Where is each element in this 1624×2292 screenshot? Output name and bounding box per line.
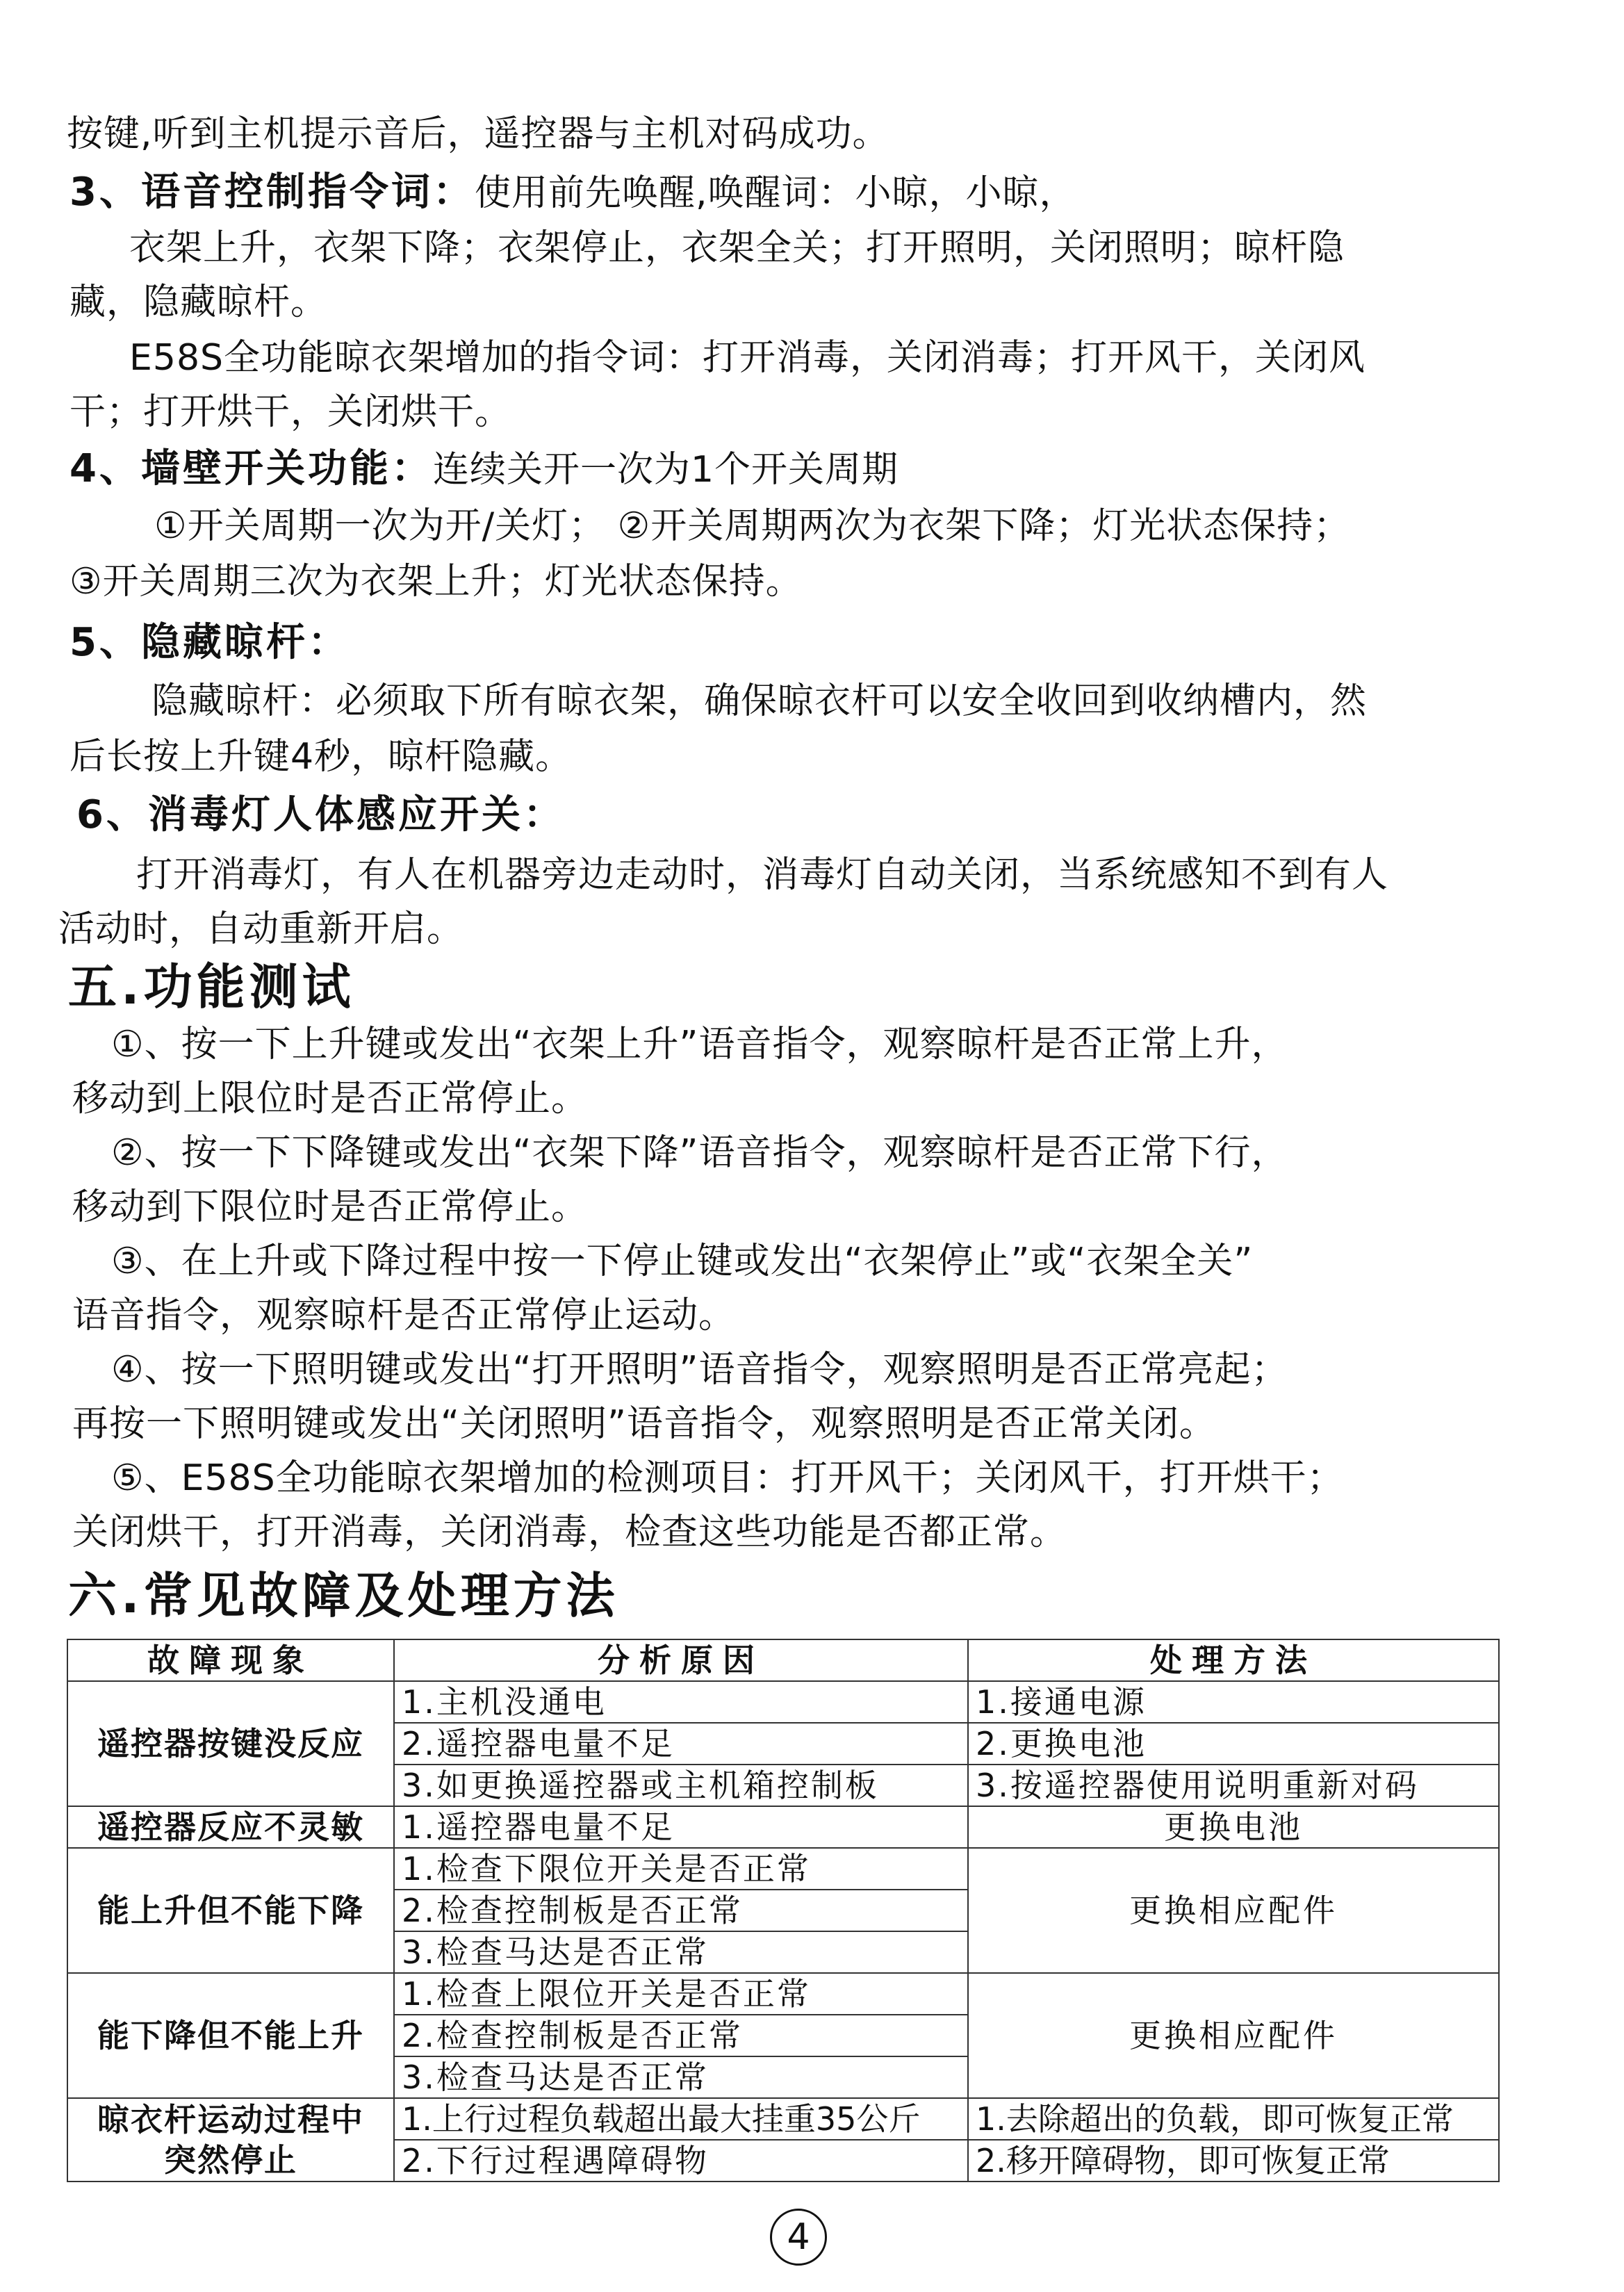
solution-cell: 2.移开障碍物，即可恢复正常 xyxy=(968,2140,1499,2182)
text-line: 移动到下限位时是否正常停止。 xyxy=(72,1186,589,1228)
text-line: 按键,听到主机提示音后，遥控器与主机对码成功。 xyxy=(67,113,889,155)
chapter-6-heading: 六.常见故障及处理方法 xyxy=(68,1567,619,1624)
solution-cell: 更换电池 xyxy=(968,1806,1499,1848)
chapter-5-heading: 五.功能测试 xyxy=(68,958,355,1015)
cause-cell: 2.下行过程遇障碍物 xyxy=(394,2140,968,2182)
text-line: 移动到上限位时是否正常停止。 xyxy=(72,1078,589,1120)
cause-cell: 3.检查马达是否正常 xyxy=(394,2056,968,2098)
section-4-title: 4、墙壁开关功能： xyxy=(69,446,433,491)
symptom-cell: 遥控器按键没反应 xyxy=(67,1681,394,1806)
text-line: ①开关周期一次为开/关灯； ②开关周期两次为衣架下降；灯光状态保持； xyxy=(154,505,1351,547)
section-3-heading xyxy=(69,170,1076,216)
cause-cell: 2.遥控器电量不足 xyxy=(394,1723,968,1765)
symptom-cell: 遥控器反应不灵敏 xyxy=(67,1806,394,1848)
section-5-heading xyxy=(69,620,350,666)
symptom-line: 晾衣杆运动过程中 xyxy=(97,2101,364,2138)
text-line: 关闭烘干，打开消毒，关闭消毒，检查这些功能是否都正常。 xyxy=(72,1512,1067,1553)
section-3-intro: 使用前先唤醒,唤醒词：小晾，小晾， xyxy=(474,172,1076,214)
section-5-title: 5、隐藏晾杆： xyxy=(69,620,350,665)
page-number: 4 xyxy=(770,2209,827,2266)
text-line: 活动时，自动重新开启。 xyxy=(58,908,464,950)
section-4-heading xyxy=(69,446,899,493)
cause-cell: 1.上行过程负载超出最大挂重35公斤 xyxy=(394,2098,968,2140)
cause-cell: 2.检查控制板是否正常 xyxy=(394,2015,968,2056)
solution-cell: 1.接通电源 xyxy=(968,1681,1499,1723)
solution-cell: 3.按遥控器使用说明重新对码 xyxy=(968,1765,1499,1806)
text-line: 打开消毒灯，有人在机器旁边走动时，消毒灯自动关闭，当系统感知不到有人 xyxy=(136,854,1389,896)
text-line: ③开关周期三次为衣架上升；灯光状态保持。 xyxy=(69,561,803,603)
text-line: ②、按一下下降键或发出“衣架下降”语音指令，观察晾杆是否正常下行， xyxy=(111,1132,1288,1174)
header-cause: 分析原因 xyxy=(394,1639,968,1681)
table-row xyxy=(67,1848,1499,1890)
text-line: ④、按一下照明键或发出“打开照明”语音指令，观察照明是否正常亮起； xyxy=(111,1349,1288,1391)
text-line: ①、按一下上升键或发出“衣架上升”语音指令，观察晾杆是否正常上升， xyxy=(111,1024,1288,1065)
table-row xyxy=(67,1681,1499,1723)
table-header-row xyxy=(67,1639,1499,1681)
section-4-intro: 连续关开一次为1个开关周期 xyxy=(432,449,899,491)
table-row xyxy=(67,1806,1499,1848)
section-6-title: 6、消毒灯人体感应开关： xyxy=(76,792,565,837)
cause-cell: 2.检查控制板是否正常 xyxy=(394,1890,968,1931)
solution-cell: 2.更换电池 xyxy=(968,1723,1499,1765)
cause-cell: 1.检查上限位开关是否正常 xyxy=(394,1973,968,2015)
section-3-title: 3、语音控制指令词： xyxy=(69,170,475,215)
cause-cell: 3.如更换遥控器或主机箱控制板 xyxy=(394,1765,968,1806)
cause-cell: 1.主机没通电 xyxy=(394,1681,968,1723)
symptom-cell: 能上升但不能下降 xyxy=(67,1848,394,1973)
section-6-heading xyxy=(76,792,565,839)
text-line: E58S全功能晾衣架增加的指令词：打开消毒，关闭消毒；打开风干，关闭风 xyxy=(129,337,1366,379)
table-row xyxy=(67,1973,1499,2015)
text-line: ③、在上升或下降过程中按一下停止键或发出“衣架停止”或“衣架全关” xyxy=(111,1241,1254,1282)
text-line: ⑤、E58S全功能晾衣架增加的检测项目：打开风干；关闭风干，打开烘干； xyxy=(111,1457,1344,1499)
text-line: 后长按上升键4秒，晾杆隐藏。 xyxy=(69,736,573,778)
solution-cell: 1.去除超出的负载，即可恢复正常 xyxy=(968,2098,1499,2140)
header-solution: 处理方法 xyxy=(968,1639,1499,1681)
symptom-cell: 能下降但不能上升 xyxy=(67,1973,394,2098)
symptom-cell xyxy=(67,2098,394,2182)
text-line: 语音指令，观察晾杆是否正常停止运动。 xyxy=(72,1295,736,1336)
cause-cell: 1.检查下限位开关是否正常 xyxy=(394,1848,968,1890)
cause-cell: 3.检查马达是否正常 xyxy=(394,1931,968,1973)
text-line: 藏，隐藏晾杆。 xyxy=(69,281,328,323)
solution-cell: 更换相应配件 xyxy=(968,1973,1499,2098)
text-line: 再按一下照明键或发出“关闭照明”语音指令，观察照明是否正常关闭。 xyxy=(72,1403,1216,1445)
text-line: 衣架上升，衣架下降；衣架停止，衣架全关；打开照明，关闭照明；晾杆隐 xyxy=(129,227,1345,269)
symptom-line: 突然停止 xyxy=(164,2141,297,2179)
solution-cell: 更换相应配件 xyxy=(968,1848,1499,1973)
text-line: 隐藏晾杆：必须取下所有晾衣架，确保晾衣杆可以安全收回到收纳槽内，然 xyxy=(151,680,1368,722)
fault-table xyxy=(67,1639,1500,2182)
cause-cell: 1.遥控器电量不足 xyxy=(394,1806,968,1848)
header-symptom: 故障现象 xyxy=(67,1639,394,1681)
table-row xyxy=(67,2098,1499,2140)
text-line: 干；打开烘干，关闭烘干。 xyxy=(69,391,512,433)
